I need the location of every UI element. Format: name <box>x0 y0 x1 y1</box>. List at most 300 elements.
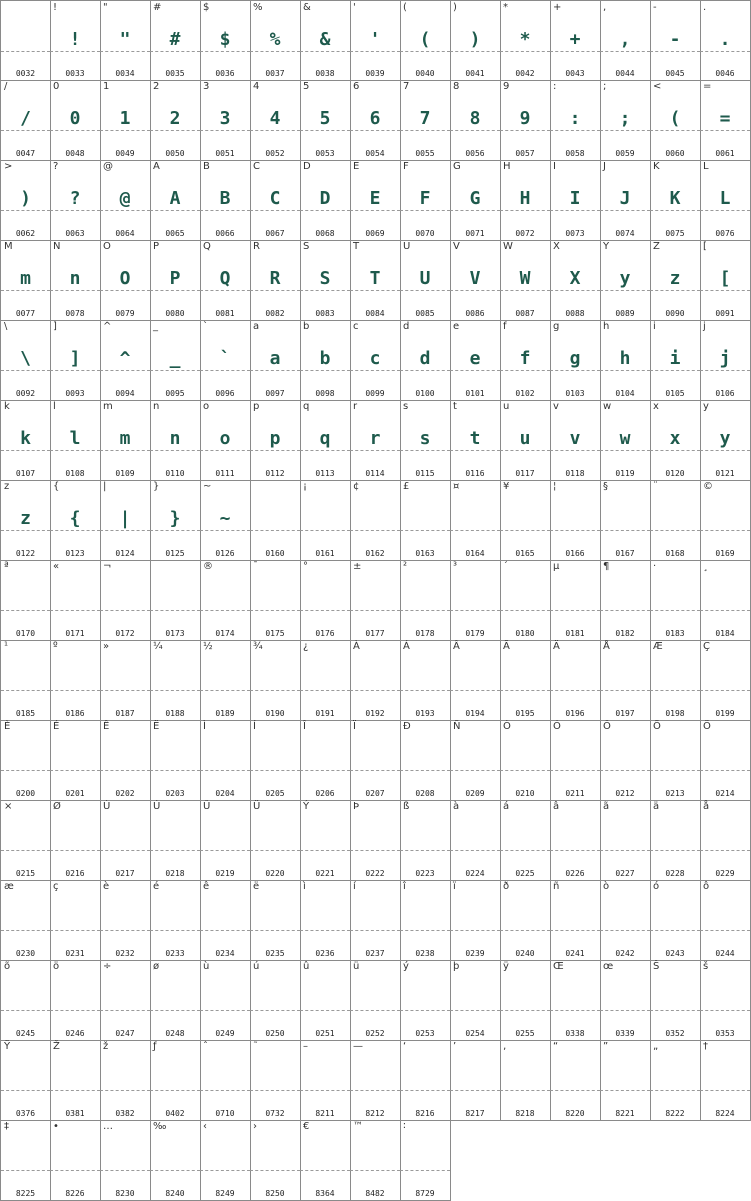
baseline-guide <box>150 1090 200 1091</box>
glyph-cell <box>350 560 401 641</box>
baseline-guide <box>300 450 350 451</box>
reference-character: ñ <box>553 881 560 892</box>
baseline-guide <box>450 530 500 531</box>
character-code: 8225 <box>15 1189 36 1198</box>
baseline-guide <box>150 290 200 291</box>
character-code: 0064 <box>115 229 135 238</box>
baseline-guide <box>50 1010 100 1011</box>
reference-character: ö <box>53 961 60 972</box>
baseline-guide <box>550 130 600 131</box>
baseline-guide <box>550 770 600 771</box>
reference-character: ¯ <box>253 561 258 572</box>
character-code: 0252 <box>365 1029 385 1038</box>
font-glyph-sample: \ <box>20 348 31 369</box>
glyph-cell <box>650 720 701 801</box>
reference-character: M <box>4 241 13 252</box>
reference-character: ä <box>653 801 660 812</box>
reference-character: À <box>353 641 360 652</box>
reference-character: ù <box>203 961 210 972</box>
glyph-cell <box>400 80 451 161</box>
reference-character: · <box>653 561 657 572</box>
baseline-guide <box>1 51 50 52</box>
baseline-guide <box>150 130 200 131</box>
glyph-cell <box>350 880 401 961</box>
character-code: 0119 <box>615 469 635 478</box>
glyph-cell <box>400 320 451 401</box>
character-code: 0103 <box>565 389 585 398</box>
baseline-guide <box>250 370 300 371</box>
character-code: 0124 <box>115 549 135 558</box>
character-code: 0382 <box>115 1109 135 1118</box>
glyph-cell <box>200 0 251 81</box>
baseline-guide <box>350 850 400 851</box>
reference-character: v <box>553 401 559 412</box>
font-glyph-sample: ) <box>469 29 481 50</box>
reference-character: > <box>4 161 13 172</box>
reference-character: µ <box>553 561 560 572</box>
character-code: 0091 <box>715 309 735 318</box>
reference-character: Ï <box>353 721 356 732</box>
character-code: 0039 <box>365 69 385 78</box>
baseline-guide <box>50 690 100 691</box>
baseline-guide <box>600 450 650 451</box>
reference-character: ½ <box>203 641 213 652</box>
glyph-cell <box>350 240 401 321</box>
font-glyph-sample: 6 <box>369 108 381 129</box>
reference-character: ð <box>503 881 510 892</box>
character-code: 0195 <box>515 709 535 718</box>
glyph-cell <box>200 400 251 481</box>
baseline-guide <box>550 930 600 931</box>
reference-character: § <box>603 481 608 492</box>
character-code: 0117 <box>515 469 535 478</box>
reference-character: Ö <box>703 721 711 732</box>
glyph-cell <box>700 1040 751 1121</box>
baseline-guide <box>100 1010 150 1011</box>
glyph-cell <box>250 480 301 561</box>
glyph-cell <box>450 80 501 161</box>
reference-character: Z <box>653 241 660 252</box>
character-code: 0045 <box>665 69 685 78</box>
font-glyph-sample: a <box>269 348 281 369</box>
baseline-guide <box>550 1090 600 1091</box>
reference-character: 7 <box>403 81 410 92</box>
baseline-guide <box>700 930 750 931</box>
reference-character: 4 <box>253 81 260 92</box>
character-code: 0224 <box>465 869 485 878</box>
baseline-guide <box>300 1090 350 1091</box>
glyph-cell <box>650 560 701 641</box>
character-code: 0353 <box>715 1029 735 1038</box>
font-glyph-sample: r <box>369 428 381 449</box>
baseline-guide <box>1 210 50 211</box>
character-code: 0118 <box>565 469 585 478</box>
character-code: 0339 <box>615 1029 635 1038</box>
character-code: 0254 <box>465 1029 485 1038</box>
character-code: 0196 <box>565 709 585 718</box>
character-code: 0098 <box>315 389 335 398</box>
character-code: 8224 <box>715 1109 735 1118</box>
font-glyph-sample: i <box>669 348 681 369</box>
character-code: 0114 <box>365 469 385 478</box>
character-code: 0054 <box>365 149 385 158</box>
character-code: 0206 <box>315 789 335 798</box>
reference-character: + <box>553 2 562 13</box>
character-code: 0046 <box>715 69 735 78</box>
baseline-guide <box>450 690 500 691</box>
character-code: 0178 <box>415 629 435 638</box>
character-code: 0089 <box>615 309 635 318</box>
character-code: 0166 <box>565 549 585 558</box>
reference-character: — <box>353 1041 363 1052</box>
character-code: 0732 <box>265 1109 285 1118</box>
baseline-guide <box>1 610 50 611</box>
glyph-cell <box>0 1040 51 1121</box>
baseline-guide <box>650 130 700 131</box>
character-code: 0105 <box>665 389 685 398</box>
reference-character: º <box>53 641 58 652</box>
glyph-cell <box>700 560 751 641</box>
glyph-cell <box>0 720 51 801</box>
glyph-cell <box>400 720 451 801</box>
glyph-cell <box>0 240 51 321</box>
glyph-cell <box>500 80 551 161</box>
glyph-cell <box>300 240 351 321</box>
baseline-guide <box>1 370 50 371</box>
reference-character: - <box>653 2 657 13</box>
reference-character: S <box>303 241 310 252</box>
baseline-guide <box>300 51 350 52</box>
reference-character: C <box>253 161 260 172</box>
baseline-guide <box>1 930 50 931</box>
character-code: 0235 <box>265 949 285 958</box>
reference-character: ü <box>353 961 360 972</box>
reference-character: ì <box>303 881 306 892</box>
baseline-guide <box>700 850 750 851</box>
character-code: 0207 <box>365 789 385 798</box>
baseline-guide <box>350 1090 400 1091</box>
character-code: 0051 <box>215 149 235 158</box>
glyph-cell <box>0 80 51 161</box>
glyph-cell <box>500 400 551 481</box>
reference-character: ; <box>603 81 607 92</box>
glyph-cell <box>100 960 151 1041</box>
character-code: 0083 <box>315 309 335 318</box>
baseline-guide <box>450 51 500 52</box>
character-code: 0173 <box>165 629 185 638</box>
baseline-guide <box>1 530 50 531</box>
character-code: 0099 <box>365 389 385 398</box>
baseline-guide <box>1 290 50 291</box>
glyph-cell <box>300 0 351 81</box>
glyph-cell <box>500 560 551 641</box>
character-code: 8729 <box>415 1189 435 1198</box>
reference-character: ¿ <box>303 641 309 652</box>
reference-character: ¤ <box>453 481 460 492</box>
baseline-guide <box>100 930 150 931</box>
font-glyph-sample: + <box>569 29 581 50</box>
glyph-cell <box>100 640 151 721</box>
character-code: 0047 <box>15 149 36 158</box>
reference-character: ‹ <box>203 1121 207 1132</box>
font-glyph-sample: B <box>219 188 231 209</box>
baseline-guide <box>500 130 550 131</box>
character-code: 0050 <box>165 149 185 158</box>
reference-character: Ç <box>703 641 710 652</box>
reference-character: ¡ <box>303 481 308 492</box>
character-code: 0092 <box>15 389 36 398</box>
reference-character: " <box>103 2 108 13</box>
character-code: 8217 <box>465 1109 485 1118</box>
glyph-cell <box>650 0 701 81</box>
character-code: 0231 <box>65 949 85 958</box>
baseline-guide <box>150 770 200 771</box>
baseline-guide <box>100 450 150 451</box>
glyph-cell <box>350 800 401 881</box>
character-code: 0189 <box>215 709 235 718</box>
character-code: 0250 <box>265 1029 285 1038</box>
reference-character: # <box>153 2 162 13</box>
baseline-guide <box>600 370 650 371</box>
reference-character: ² <box>403 561 408 572</box>
character-code: 0222 <box>365 869 385 878</box>
baseline-guide <box>600 51 650 52</box>
baseline-guide <box>450 450 500 451</box>
reference-character: ž <box>103 1041 109 1052</box>
glyph-cell <box>100 320 151 401</box>
glyph-cell <box>300 320 351 401</box>
glyph-cell <box>150 0 201 81</box>
character-code: 0087 <box>515 309 535 318</box>
glyph-cell <box>700 800 751 881</box>
baseline-guide <box>450 770 500 771</box>
reference-character: õ <box>4 961 11 972</box>
font-glyph-sample: G <box>469 188 481 209</box>
baseline-guide <box>100 1170 150 1171</box>
baseline-guide <box>650 450 700 451</box>
font-glyph-sample: # <box>169 29 181 50</box>
character-code: 0121 <box>715 469 735 478</box>
character-code: 0110 <box>165 469 185 478</box>
glyph-cell <box>500 720 551 801</box>
reference-character: h <box>603 321 610 332</box>
reference-character: Ÿ <box>4 1041 11 1052</box>
character-code: 0088 <box>565 309 585 318</box>
character-code: 0221 <box>315 869 335 878</box>
baseline-guide <box>350 1010 400 1011</box>
glyph-cell <box>450 320 501 401</box>
baseline-guide <box>100 290 150 291</box>
baseline-guide <box>100 51 150 52</box>
font-glyph-sample: ? <box>69 188 81 209</box>
reference-character: ‡ <box>4 1121 9 1132</box>
reference-character: , <box>603 2 607 13</box>
baseline-guide <box>550 210 600 211</box>
font-glyph-sample: y <box>619 268 631 289</box>
baseline-guide <box>500 450 550 451</box>
baseline-guide <box>400 130 450 131</box>
font-glyph-sample: 4 <box>269 108 281 129</box>
font-glyph-sample: I <box>569 188 581 209</box>
character-code: 0174 <box>215 629 235 638</box>
baseline-guide <box>250 210 300 211</box>
glyph-cell <box>300 880 351 961</box>
reference-character: ê <box>203 881 210 892</box>
glyph-cell <box>150 160 201 241</box>
glyph-cell <box>250 640 301 721</box>
baseline-guide <box>200 610 250 611</box>
font-glyph-sample: 5 <box>319 108 331 129</box>
character-code: 0402 <box>165 1109 185 1118</box>
character-code: 0043 <box>565 69 585 78</box>
baseline-guide <box>300 930 350 931</box>
font-glyph-sample: z <box>20 508 31 529</box>
baseline-guide <box>600 1010 650 1011</box>
baseline-guide <box>550 690 600 691</box>
reference-character: î <box>403 881 406 892</box>
glyph-cell <box>650 640 701 721</box>
glyph-cell <box>550 1040 601 1121</box>
baseline-guide <box>150 530 200 531</box>
glyph-cell <box>300 720 351 801</box>
glyph-cell <box>300 1040 351 1121</box>
character-code: 0106 <box>715 389 735 398</box>
font-glyph-sample: U <box>419 268 431 289</box>
character-code: 0243 <box>665 949 685 958</box>
reference-character: [ <box>703 241 707 252</box>
reference-character: Ë <box>153 721 160 732</box>
baseline-guide <box>200 930 250 931</box>
glyph-cell <box>700 80 751 161</box>
baseline-guide <box>500 610 550 611</box>
font-glyph-sample: f <box>519 348 531 369</box>
glyph-cell <box>300 960 351 1041</box>
glyph-cell <box>100 880 151 961</box>
baseline-guide <box>1 770 50 771</box>
character-code: 0212 <box>615 789 635 798</box>
character-code: 0229 <box>715 869 735 878</box>
glyph-cell <box>250 960 301 1041</box>
glyph-cell <box>450 560 501 641</box>
glyph-cell <box>200 800 251 881</box>
baseline-guide <box>400 690 450 691</box>
character-code: 0080 <box>165 309 185 318</box>
glyph-cell <box>600 800 651 881</box>
reference-character: O <box>103 241 111 252</box>
baseline-guide <box>550 530 600 531</box>
baseline-guide <box>200 770 250 771</box>
character-code: 0183 <box>665 629 685 638</box>
reference-character: \ <box>4 321 8 332</box>
baseline-guide <box>400 290 450 291</box>
glyph-cell <box>50 960 101 1041</box>
glyph-cell <box>250 1040 301 1121</box>
baseline-guide <box>350 290 400 291</box>
character-code: 0090 <box>665 309 685 318</box>
character-code: 0070 <box>415 229 435 238</box>
glyph-cell <box>50 1120 101 1201</box>
baseline-guide <box>400 610 450 611</box>
glyph-cell <box>550 480 601 561</box>
reference-character: ∶ <box>403 1121 406 1132</box>
baseline-guide <box>550 610 600 611</box>
character-code: 0184 <box>715 629 735 638</box>
reference-character: Ž <box>53 1041 60 1052</box>
reference-character: Å <box>603 641 610 652</box>
font-glyph-sample: t <box>469 428 481 449</box>
baseline-guide <box>150 610 200 611</box>
font-glyph-sample: 2 <box>169 108 181 129</box>
glyph-cell <box>150 240 201 321</box>
character-code: 8218 <box>515 1109 535 1118</box>
reference-character: E <box>353 161 360 172</box>
glyph-cell <box>650 80 701 161</box>
baseline-guide <box>450 210 500 211</box>
reference-character: Â <box>453 641 460 652</box>
baseline-guide <box>50 210 100 211</box>
reference-character: û <box>303 961 310 972</box>
reference-character: A <box>153 161 160 172</box>
character-code: 0202 <box>115 789 135 798</box>
glyph-cell <box>500 1040 551 1121</box>
character-code: 0066 <box>215 229 235 238</box>
font-glyph-sample: . <box>719 29 731 50</box>
reference-character: Í <box>253 721 256 732</box>
font-glyph-sample: X <box>569 268 581 289</box>
character-code: 8364 <box>315 1189 335 1198</box>
font-glyph-sample: w <box>619 428 631 449</box>
reference-character: Æ <box>653 641 663 652</box>
reference-character: Ó <box>553 721 561 732</box>
glyph-cell <box>0 160 51 241</box>
character-code: 0165 <box>515 549 535 558</box>
character-code: 0061 <box>715 149 735 158</box>
baseline-guide <box>550 850 600 851</box>
character-code: 0179 <box>465 629 485 638</box>
character-code: 0241 <box>565 949 585 958</box>
reference-character: Š <box>653 961 660 972</box>
baseline-guide <box>1 1010 50 1011</box>
font-glyph-sample: P <box>169 268 181 289</box>
glyph-cell <box>500 800 551 881</box>
glyph-cell <box>250 1120 301 1201</box>
glyph-cell <box>450 960 501 1041</box>
glyph-cell <box>550 80 601 161</box>
character-code: 0181 <box>565 629 585 638</box>
font-glyph-sample: ` <box>219 348 231 369</box>
baseline-guide <box>300 850 350 851</box>
baseline-guide <box>550 1010 600 1011</box>
glyph-cell <box>500 0 551 81</box>
reference-character: Œ <box>553 961 564 972</box>
glyph-cell <box>100 800 151 881</box>
baseline-guide <box>200 1010 250 1011</box>
character-code: 0065 <box>165 229 185 238</box>
font-glyph-sample: L <box>719 188 731 209</box>
baseline-guide <box>500 930 550 931</box>
reference-character: ` <box>203 321 208 332</box>
baseline-guide <box>350 370 400 371</box>
baseline-guide <box>400 1010 450 1011</box>
character-code: 0171 <box>65 629 85 638</box>
baseline-guide <box>350 930 400 931</box>
glyph-cell <box>400 160 451 241</box>
baseline-guide <box>100 690 150 691</box>
character-code: 0214 <box>715 789 735 798</box>
character-code: 0213 <box>665 789 685 798</box>
baseline-guide <box>650 1010 700 1011</box>
baseline-guide <box>100 210 150 211</box>
